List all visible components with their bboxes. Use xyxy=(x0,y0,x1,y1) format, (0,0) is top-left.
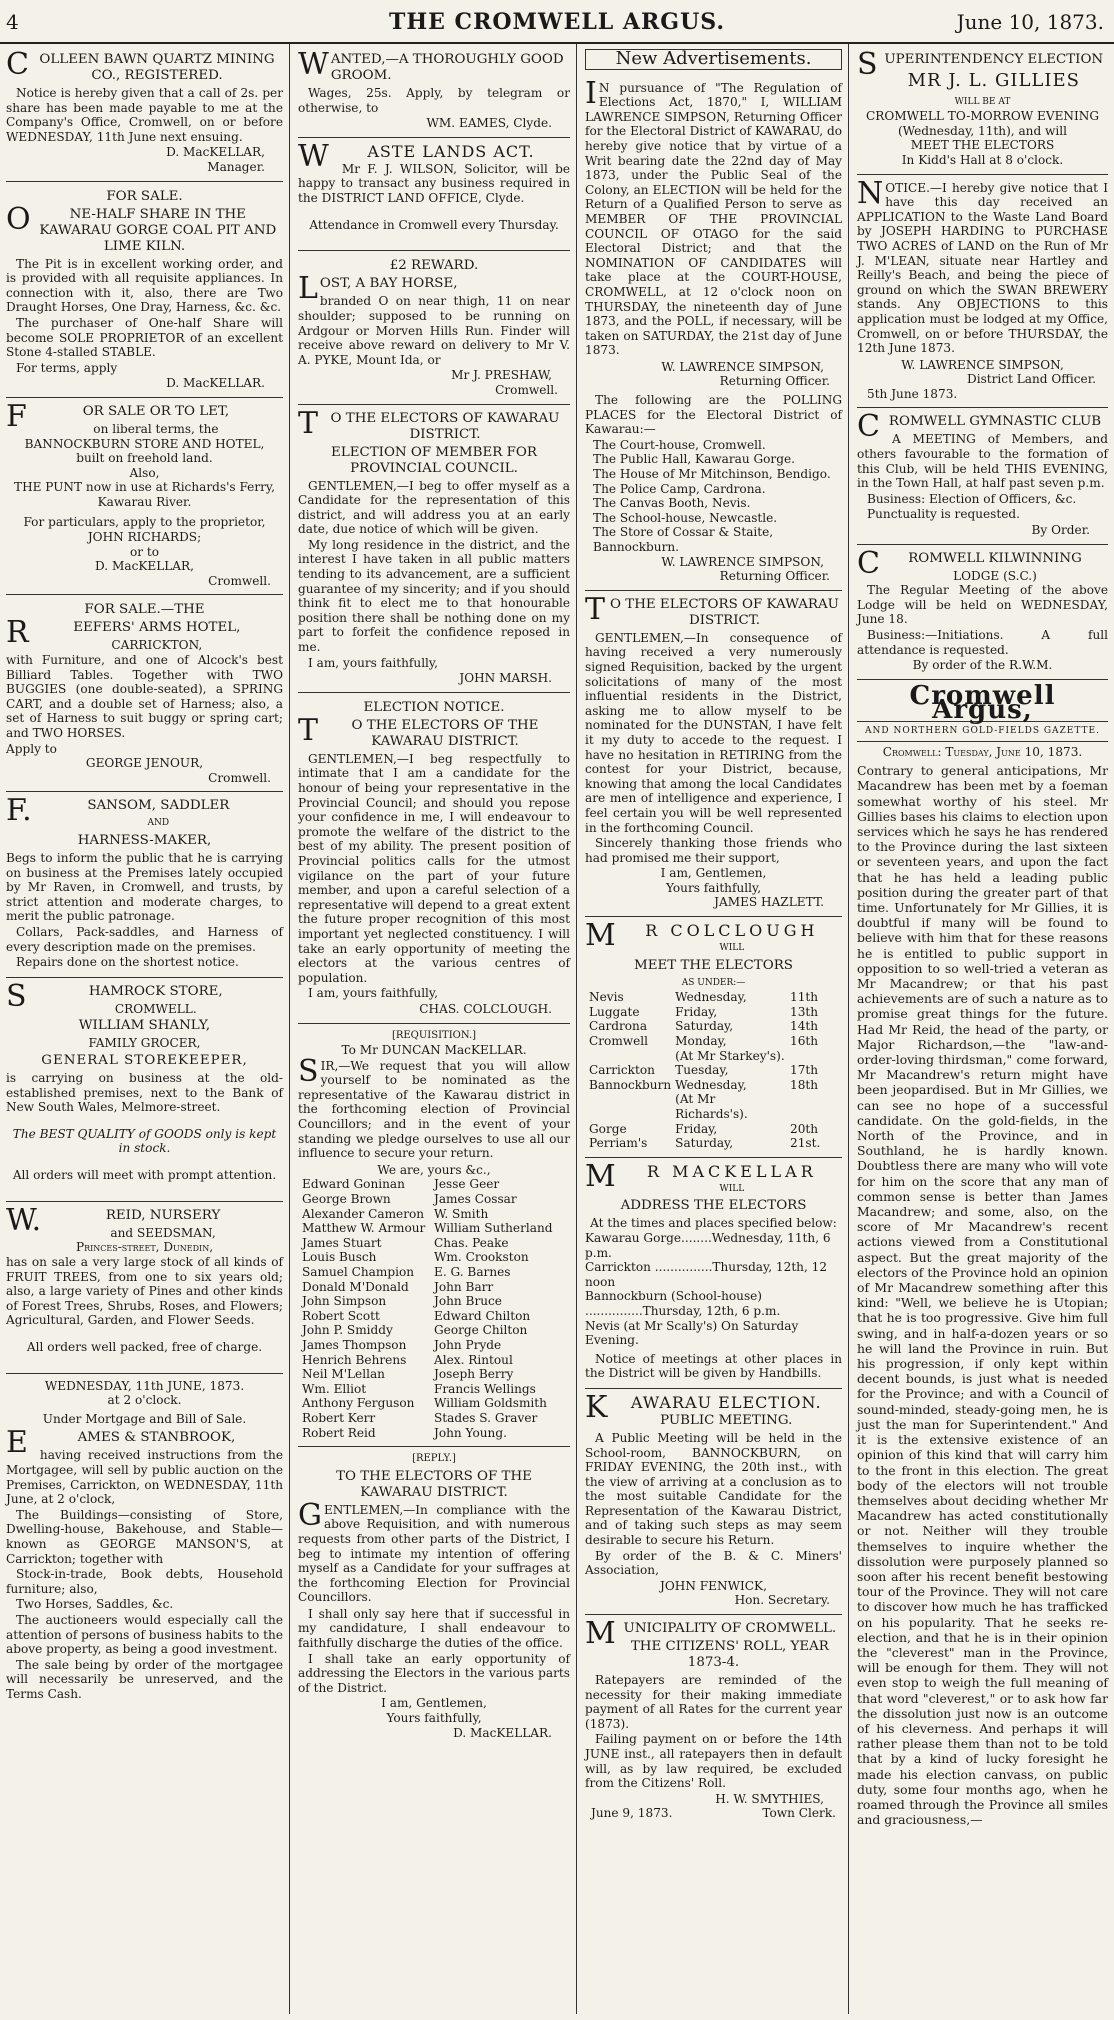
polling-place: The House of Mr Mitchinson, Bendigo. xyxy=(593,467,831,482)
schedule-cell: 16th xyxy=(790,1034,819,1049)
column-4 xyxy=(851,44,1114,2014)
signatory-name: Chas. Peake xyxy=(434,1235,509,1250)
ad-waste-lands xyxy=(298,138,570,252)
ad-body: Wages, 25s. Apply, by telegram or otherwise, to xyxy=(298,86,570,115)
ad-label: [REQUISITION.] xyxy=(391,1029,477,1041)
signatory-name: Neil M'Lellan xyxy=(302,1367,385,1382)
ad-heading: FOR SALE OR TO LET, xyxy=(6,398,230,434)
signatory-list xyxy=(298,1177,570,1440)
ad-reid-nursery xyxy=(6,1202,283,1374)
signatory-name: John Barr xyxy=(434,1279,494,1294)
ad-body: The Regular Meeting of the above Lodge will be held on WEDNESDAY, June 18. xyxy=(857,583,1108,627)
ad-heading: TO THE ELECTORS OF THE KAWARAU DISTRICT. xyxy=(298,712,539,749)
schedule-cell xyxy=(790,1049,838,1064)
meeting-schedule xyxy=(585,1231,842,1348)
signatory-name: E. G. Barnes xyxy=(434,1265,511,1279)
ad-municipality xyxy=(585,1615,842,1827)
ad-heading: CROMWELL KILWINNING xyxy=(857,545,1082,581)
signatory-name: John Young. xyxy=(434,1425,507,1440)
ad-will: WILL xyxy=(719,943,745,954)
ad-election-writ xyxy=(585,75,842,591)
schedule-cell: Wednesday, xyxy=(675,1077,747,1092)
ad-heading: TO THE ELECTORS OF KAWARAU DISTRICT. xyxy=(585,591,839,628)
signatory-name: Robert Scott xyxy=(302,1308,380,1323)
ad-colleen-bawn xyxy=(6,46,283,182)
ad-body: My long residence in the district, and the interest I have taken in all public matters tending to its advancement, are a sufficient guarantee of my sincerity; and if you should think fit to elect me to that honourable position there shall be nothing done on my part to forfeit the confidence reposed in me. xyxy=(298,537,570,655)
signatory-name: Wm. Crookston xyxy=(434,1250,529,1265)
ad-label: £2 REWARD. xyxy=(389,258,479,274)
ad-line: or to xyxy=(129,544,160,559)
schedule-cell: Perriam's xyxy=(589,1136,648,1151)
ad-body: I shall take an early opportunity of addressing the Electors in the various parts of the District. xyxy=(298,1651,570,1695)
ad-label: ELECTION NOTICE. xyxy=(363,699,505,715)
ad-line: THE PUNT now in use at Richards's Ferry, Kawarau River. xyxy=(14,480,275,509)
ad-shamrock-store xyxy=(6,978,283,1202)
polling-place: The School-house, Newcastle. xyxy=(593,510,778,525)
schedule-row: Nevis (at Mr Scally's) On Saturday Evening. xyxy=(585,1318,799,1348)
ad-subheading: LODGE (S.C.) xyxy=(953,568,1037,583)
ad-body: Notice is hereby given that a call of 2s. per share has been made payable to me at the Company's Office, Cromwell, on or before WEDNESDAY, 11th June next ensuing. xyxy=(6,86,283,144)
schedule-cell xyxy=(589,1092,671,1121)
auction-date: WEDNESDAY, 11th JUNE, 1873. xyxy=(44,1378,245,1393)
ad-hazlett xyxy=(585,591,842,917)
schedule-cell: Wednesday, xyxy=(675,990,747,1005)
ad-line: built on freehold land. xyxy=(76,451,213,466)
schedule-cell: Saturday, xyxy=(675,1019,734,1034)
schedule-cell: 18th xyxy=(790,1077,819,1092)
ad-heading: COLLEEN BAWN QUARTZ MINING CO., REGISTERED. xyxy=(6,47,275,83)
ad-signature: By order of the R.W.M. xyxy=(912,658,1053,673)
schedule-cell: Monday, xyxy=(675,1034,727,1049)
ad-signature: CHAS. COLCLOUGH. xyxy=(419,1001,552,1016)
editorial-body: Contrary to general anticipations, Mr Macandrew has been met by a foeman somewhat worthy of his steel. Mr Gillies bases his claims to election upon services which he says he has rendered to the Province during the last sixteen or seventeen years, and upon the fact that he has held a leading public position during the greater part of that time. Unfortunately for Mr Gillies, it is doubtful if many will be found to believe with him that for these reasons he is entitled to public support in opposition to so well-tried a veteran as Mr Macandrew; or that his past achievements are of such a nature as to promise great things for the future. Had Mr Reid, the head of the party, or Major Richardson,—the "law-and-order-loving thirdsman," come forward, Mr Macandrew's return might have been jeopardised. But in Mr Gillies, we can see no hope of a successful candidate. On the gold-fields, in the North of the Province, and in Southland, he is hardly known. Doubtless there are many who will vote for him on the score that any man of common sense is better than James Macandrew; and some, also, on the score of Mr Macandrew's recent actions viewed from a Constitutional aspect. But the great majority of the electors of the Province hold an opinion of Mr Macandrew something after this kind: "Well, we believe he is Utopian; that he is too progressive. Give him full swing, and in half-a-dozen years or so he will land the Province in ruin. But his progression, if only kept within decent bounds, is just what is needed for the Province; and with a Council of sound-minded, steady-going men, he is just the man for Superintendent." And it is the extensive existence of an opinion of this kind that will carry him to the front in this election. The great body of the electors will not trouble themselves about deciding whether Mr Macandrew has acted constitutionally or not. Neither will they trouble themselves to inquire whether the dissolution were purposely planned so soon after his recent benefit bestowing tour of the Province. They will not care to discover how much he has trafficked on his popularity. That he seeks re-election, and that he is in their opinion the "cleverest" man in the Province, will be enough for them. They will not even stop to weigh the full meaning of that word "cleverest," or to ask how far the dissolution just now is an outcome of his cleverness. And perhaps it will rather please them than not to be told that by a kind of lucky foresight he made his election canvass, on public duty, some four months ago, when he roamed through the Province all smiles and graciousness,— xyxy=(857,763,1109,1828)
signatory-name: Matthew W. Armour xyxy=(302,1221,426,1236)
ad-line: CROMWELL TO-MORROW EVENING xyxy=(865,109,1100,124)
ad-mackellar-meetings xyxy=(585,1158,842,1389)
ad-heading: MUNICIPALITY OF CROMWELL. xyxy=(585,1616,837,1652)
schedule-cell: Cromwell xyxy=(589,1034,649,1049)
schedule-cell: 21st. xyxy=(790,1136,821,1151)
ad-signature: W. LAWRENCE SIMPSON, xyxy=(661,359,824,374)
ad-footer xyxy=(585,1806,842,1821)
signatory-name: John P. Smiddy xyxy=(302,1323,393,1338)
polling-place: The Canvas Booth, Nevis. xyxy=(593,496,751,511)
ad-role: Town Clerk. xyxy=(762,1806,836,1821)
ad-body: SIR,—We request that you will allow yourself to be nominated as the representative of the Kawarau district in the forthcoming election of Provincial Councillors; and in the event of your standing we pledge ourselves to use all our influence to secure your return. xyxy=(298,1053,570,1161)
ad-date: 5th June 1873. xyxy=(867,386,958,401)
schedule-cell: Friday, xyxy=(675,1121,718,1136)
ad-subheading: THE CITIZENS' ROLL, YEAR 1873-4. xyxy=(630,1639,829,1671)
schedule-cell: 20th xyxy=(790,1121,819,1136)
ad-signature: D. MacKELLAR, xyxy=(166,145,265,160)
ad-role: District Land Officer. xyxy=(967,372,1096,387)
signatory-name: W. Smith xyxy=(434,1206,489,1221)
signatory-name: James Thompson xyxy=(302,1337,407,1352)
ad-label: FOR SALE.—THE xyxy=(84,602,205,618)
signatory-name: John Pryde xyxy=(434,1337,502,1352)
ad-signature: Mr J. PRESHAW, xyxy=(451,368,552,383)
signatory-name: James Cossar xyxy=(434,1192,517,1207)
schedule-cell: Friday, xyxy=(675,1004,718,1019)
column-3 xyxy=(579,44,849,2014)
editorial xyxy=(857,680,1108,1834)
ad-signature: W. LAWRENCE SIMPSON, xyxy=(661,554,824,569)
ad-heading: LOST, A BAY HORSE, xyxy=(298,271,458,307)
ad-signature: GEORGE JENOUR, xyxy=(85,756,204,771)
signatory-name: Alex. Rintoul xyxy=(434,1352,513,1367)
ad-kilwinning-lodge xyxy=(857,545,1108,680)
ad-body: The Pit is in excellent working order, and is provided with all requisite appliances. In connection with it, also, there are Two Draught Horses, One Dray, Harness, &c. &c. xyxy=(6,256,283,315)
ad-body: GENTLEMEN,—In compliance with the above Requisition, and with numerous requests from other parts of the District, I beg to intimate my intention of offering myself as a Candidate for your suffrages at the forthcoming Election for Provincial Councillors. xyxy=(298,1497,570,1605)
ad-orders: All orders well packed, free of charge. xyxy=(26,1340,263,1354)
schedule-cell: (At Mr Richards's). xyxy=(675,1092,748,1121)
ad-sansom-saddler xyxy=(6,792,283,977)
ad-at: At the times and places specified below: xyxy=(590,1216,837,1231)
signatory-name: Joseph Berry xyxy=(434,1367,514,1382)
schedule-cell: Tuesday, xyxy=(675,1063,729,1078)
ad-role: Returning Officer. xyxy=(719,374,830,389)
ad-body: Ratepayers are reminded of the necessity for their making immediate payment of all Rates for the current year (1873). xyxy=(585,1673,842,1731)
signatory-name: Wm. Elliot xyxy=(302,1381,367,1396)
ad-requisition xyxy=(298,1024,570,1448)
ad-heading: F.SANSOM, SADDLER xyxy=(6,793,230,829)
auction-time: at 2 o'clock. xyxy=(107,1393,182,1408)
ad-body: having received instructions from the Mortgagee, will sell by public auction on the Premises, Carrickton, on WEDNESDAY, 11th June, at 2 o'clock, xyxy=(6,1448,283,1507)
signatory-name: Louis Busch xyxy=(302,1250,377,1265)
ad-signature: D. MacKELLAR. xyxy=(166,376,265,391)
signatory-name: Edward Chilton xyxy=(434,1308,531,1323)
ad-signature: W. LAWRENCE SIMPSON, xyxy=(901,357,1064,372)
ad-body: Sincerely thanking those friends who had promised me their support, xyxy=(585,836,842,865)
schedule-row: Carrickton ...............Thursday, 12th, 12 noon xyxy=(585,1260,828,1289)
ad-place: CARRICKTON, xyxy=(111,638,203,653)
ad-kawarau-election xyxy=(585,1389,842,1615)
signatory-name: Samuel Champion xyxy=(302,1265,415,1279)
ad-line: on liberal terms, the xyxy=(93,421,219,436)
ad-role: Returning Officer. xyxy=(719,569,830,584)
schedule-cell: 13th xyxy=(790,1004,819,1019)
ad-to: To Mr DUNCAN MacKELLAR. xyxy=(341,1043,527,1058)
polling-place: The Court-house, Cromwell. xyxy=(593,437,766,452)
ad-signature: JOHN MARSH. xyxy=(459,671,552,686)
ad-bannockburn-hotel xyxy=(6,398,283,596)
ad-will: WILL xyxy=(719,1183,745,1194)
signatory-name: James Stuart xyxy=(302,1235,382,1250)
ad-colclough-meetings xyxy=(585,917,842,1158)
signatory-name: Alexander Cameron xyxy=(302,1206,425,1221)
ad-signature: D. MacKELLAR. xyxy=(453,1725,552,1740)
schedule-cell: Gorge xyxy=(589,1121,627,1136)
ad-and: AND xyxy=(147,818,170,829)
ad-apply: Apply to xyxy=(6,741,57,756)
ad-place: CROMWELL. xyxy=(114,1001,197,1016)
ad-subheading: PUBLIC MEETING. xyxy=(660,1412,793,1428)
ad-signature: WM. EAMES, Clyde. xyxy=(426,116,552,131)
ad-body: Repairs done on the shortest notice. xyxy=(16,955,239,970)
ad-reward xyxy=(298,251,570,404)
signatory-name: George Brown xyxy=(302,1192,391,1207)
schedule-cell xyxy=(790,1092,838,1121)
polling-place: The Public Hall, Kawarau Gorge. xyxy=(593,452,795,467)
column-2 xyxy=(292,44,577,2014)
ad-body: is carrying on business at the old-established premises, next to the Bank of New South Wales, Melmore-street. xyxy=(6,1070,283,1115)
ad-line: Also, xyxy=(129,465,160,480)
schedule-cell: Carrickton xyxy=(589,1063,655,1078)
ad-close: I am, Gentlemen, xyxy=(381,1696,487,1711)
ad-place: Cromwell. xyxy=(208,770,271,785)
ad-heading: WASTE LANDS ACT. xyxy=(298,138,535,174)
ad-body: IN pursuance of "The Regulation of Elections Act, 1870," I, WILLIAM LAWRENCE SIMPSON, Returning Officer for the Electoral District of KAWARAU, do hereby give notice that by virtue of a Writ bearing date the 22nd day of May 1873, under the Public Seal of the Colony, an ELECTION will be held for the Return of a Qualified Person to serve as MEMBER OF THE PROVINCIAL COUNCIL OF OTAGO for the said Electoral District; and that the NOMINATION OF CANDIDATES will take place at the COURT-HOUSE, CROMWELL, at 12 o'clock noon on THURSDAY, the nineteenth day of June 1873, and the POLL, if necessary, will be taken on SATURDAY, the 21st day of June 1873. xyxy=(585,75,842,358)
ad-order: By order of the B. & C. Miners' Association, xyxy=(585,1548,842,1578)
ad-heading: REEFERS' ARMS HOTEL, xyxy=(6,615,241,651)
schedule-cell: 14th xyxy=(790,1019,819,1034)
schedule-row: Kawarau Gorge........Wednesday, 11th, 6 p.m. xyxy=(585,1230,831,1260)
meeting-schedule xyxy=(585,990,842,1151)
column-1 xyxy=(0,44,290,2014)
ad-close: I am, yours faithfully, xyxy=(308,655,438,670)
signatory-name: William Sutherland xyxy=(434,1221,553,1236)
ad-body: branded O on near thigh, 11 on near shoulder; supposed to be running on Ardgour or Morven Hills Run. Finder will receive above reward on delivery to Mr V. A. PYKE, Mount Ida, or xyxy=(298,294,570,367)
ad-body: has on sale a very large stock of all kinds of FRUIT TREES, from one to six years old; also, a large variety of Pines and other kinds of Forest Trees, Shrubs, Roses, and Flowers; Agricultural, Garden, and Flower Seeds. xyxy=(6,1254,283,1328)
signatory-name: Robert Kerr xyxy=(302,1410,376,1425)
ad-body: with Furniture, and one of Alcock's best Billiard Tables. Together with TWO BUGGIES (one double-seated), a SPRING CART, and a double set of Harness; also, a set of Harness to suit buggy or spring cart; and TWO HORSES. xyxy=(6,653,283,740)
signatory-name: John Bruce xyxy=(434,1294,502,1309)
ad-body: NOTICE.—I hereby give notice that I have this day received an APPLICATION to the Waste Land Board by JOSEPH HARDING to PURCHASE TWO ACRES of LAND on the Run of Mr J. M'LEAN, situate near Hartley and Reilly's Beach, and being the piece of ground on which the SWAN BREWERY stands. Any OBJECTIONS to this application must be lodged at my Office, Cromwell, on or before THURSDAY, the 12th June 1873. xyxy=(857,175,1108,356)
ad-role: Hon. Secretary. xyxy=(734,1593,830,1608)
ad-line: For particulars, apply to the proprietor, xyxy=(23,515,266,530)
ad-body: Business: Election of Officers, &c. xyxy=(867,491,1077,506)
polling-place: The Police Camp, Cardrona. xyxy=(593,481,766,496)
ad-close: I am, yours faithfully, xyxy=(308,986,438,1001)
schedule-cell: 17th xyxy=(790,1063,819,1078)
newspaper-title: THE CROMWELL ARGUS. xyxy=(388,9,726,35)
ad-role: Manager. xyxy=(207,159,265,174)
ad-line: WILL BE AT xyxy=(954,96,1011,107)
ad-gymnastic-club xyxy=(857,408,1108,544)
ad-heading: TO THE ELECTORS OF THE KAWARAU DISTRICT. xyxy=(336,1468,532,1500)
new-advertisements-banner: New Advertisements. xyxy=(585,49,842,70)
polling-place: The Store of Cossar & Staite, Bannockburn. xyxy=(593,525,774,554)
ad-body: For terms, apply xyxy=(16,360,118,375)
ad-body: GENTLEMEN,—I beg to offer myself as a Candidate for the representation of this district, and will address you at an early date, due notice of which will be given. xyxy=(298,478,570,537)
ad-auction xyxy=(6,1374,283,1709)
ad-wanted-groom xyxy=(298,46,570,138)
signatory-name: John Simpson xyxy=(302,1294,387,1309)
masthead xyxy=(0,0,1114,44)
ad-body: The auctioneers would especially call the attention of persons of business habits to the above property, as being a good investment. xyxy=(6,1613,283,1657)
ad-gillies xyxy=(857,46,1108,175)
ad-signature: H. W. SMYTHIES, xyxy=(715,1791,824,1806)
ad-heading: W.REID, NURSERY xyxy=(6,1202,221,1238)
ad-subheading: ADDRESS THE ELECTORS xyxy=(620,1198,807,1214)
ad-subheading: MEET THE ELECTORS xyxy=(634,957,793,973)
ad-body: The Buildings—consisting of Store, Dwelling-house, Bakehouse, and Stable—known as GEORGE MANSON'S, at Carrickton; together with xyxy=(6,1507,283,1566)
ad-line: JOHN RICHARDS; xyxy=(87,530,202,545)
ad-role: FAMILY GROCER, xyxy=(88,1036,201,1051)
ad-body: Stock-in-trade, Book debts, Household furniture; also, xyxy=(6,1567,283,1596)
ad-body: GENTLEMEN,—In consequence of having received a very numerously signed Requisition, backed by the urgent solicitations of many of the most influential residents in the District, asking me to allow myself to be nominated for the DUNSTAN, I have felt it my duty to accede to the request. I have no hesitation in RETIRING from the contest for your District, because, knowing that among the local Candidates are men of intelligence and experience, I feel certain you will be well represented in the forthcoming Council. xyxy=(585,630,842,835)
ad-sub: and SEEDSMAN, xyxy=(110,1225,216,1240)
ad-body: Mr F. J. WILSON, Solicitor, will be happy to transact any business required in the DISTRICT LAND OFFICE, Clyde. xyxy=(298,161,570,205)
ad-body: Punctuality is requested. xyxy=(867,507,1020,522)
signatory-name: Stades S. Graver xyxy=(434,1410,538,1425)
ad-signature: JOHN FENWICK, xyxy=(660,1578,767,1593)
ad-body: The purchaser of One-half Share will become SOLE PROPRIETOR of an excellent Stone 4-stalled STABLE. xyxy=(6,315,283,360)
ad-heading: MR MACKELLAR xyxy=(585,1158,817,1194)
ad-line: MEET THE ELECTORS xyxy=(910,138,1055,153)
schedule-cell: Luggate xyxy=(589,1004,640,1019)
ad-place: Princes-street, Dunedin, xyxy=(75,1240,214,1255)
ad-date: June 9, 1873. xyxy=(591,1806,673,1821)
ad-heading: WANTED,—A THOROUGHLY GOOD GROOM. xyxy=(298,47,564,83)
schedule-cell: Nevis xyxy=(589,990,624,1005)
ad-line: In Kidd's Hall at 8 o'clock. xyxy=(901,152,1064,167)
ad-body: The sale being by order of the mortgagee will necessarily be unreserved, and the Terms Cash. xyxy=(6,1657,283,1701)
ad-quality: The BEST QUALITY of GOODS only is kept in stock. xyxy=(12,1126,277,1156)
ad-heading: SUPERINTENDENCY ELECTION xyxy=(857,47,1104,82)
ad-body: Failing payment on or before the 14th JUNE inst., all ratepayers then in default will, as by law required, be excluded from the Citizens' Roll. xyxy=(585,1732,842,1791)
signatory-name: Edward Goninan xyxy=(302,1177,405,1192)
ad-close: We are, yours &c., xyxy=(377,1162,491,1177)
auction-mortgage: Under Mortgage and Bill of Sale. xyxy=(42,1411,247,1426)
signatory-name: Jesse Geer xyxy=(434,1177,500,1192)
signatory-name: Henrich Behrens xyxy=(302,1352,407,1367)
ad-reply xyxy=(298,1447,570,1746)
ad-line: BANNOCKBURN STORE AND HOTEL, xyxy=(24,436,265,451)
ad-body: Begs to inform the public that he is carrying on business at the Premises lately occupied by Mr Raven, in Cromwell, and trusts, by strict attention and moderate charges, to merit the public patronage. xyxy=(6,850,283,924)
schedule-cell: Bannockburn xyxy=(589,1077,672,1092)
ad-body: I shall only say here that if successful in my candidature, I shall endeavour to faithfully discharge the duties of the office. xyxy=(298,1606,570,1651)
schedule-cell: Cardrona xyxy=(589,1019,648,1034)
ad-body: A Public Meeting will be held in the School-room, BANNOCKBURN, on FRIDAY EVENING, the 20th inst., with the view of arriving at a conclusion as to the most suitable Candidate for the Representation of the Kawarau District, and of taking such steps as may seem desirable to secure his Return. xyxy=(585,1430,842,1548)
ad-heading: KAWARAU ELECTION. xyxy=(585,1389,822,1425)
ad-heading: EAMES & STANBROOK, xyxy=(6,1425,236,1461)
ad-label: FOR SALE. xyxy=(106,188,183,204)
ad-heading: TO THE ELECTORS OF KAWARAU DISTRICT. xyxy=(298,405,560,442)
paper-flag: Cromwell Argus, xyxy=(909,680,1056,726)
ad-heading: CROMWELL GYMNASTIC CLUB xyxy=(857,409,1102,445)
ad-name: MR J. L. GILLIES xyxy=(907,70,1080,91)
ad-role: GENERAL STOREKEEPER, xyxy=(41,1052,248,1068)
signatory-name: Francis Wellings xyxy=(434,1381,536,1396)
ad-close: Yours faithfully, xyxy=(665,880,762,895)
schedule-cell: Saturday, xyxy=(675,1136,734,1151)
ad-body: A MEETING of Members, and others favourable to the formation of this Club, will be held THIS EVENING, in the Town Hall, at half past seven p.m. xyxy=(857,432,1108,491)
schedule-cell: (At Mr Starkey's). xyxy=(675,1048,785,1063)
editorial-date: Cromwell: Tuesday, June 10, 1873. xyxy=(882,744,1083,759)
ad-place: Cromwell. xyxy=(495,382,558,397)
ad-heading: MR COLCLOUGH xyxy=(585,918,819,954)
ad-attendance: Attendance in Cromwell every Thursday. xyxy=(309,217,559,232)
ad-label: [REPLY.] xyxy=(412,1453,456,1465)
ad-signature: JAMES HAZLETT. xyxy=(714,895,824,910)
ad-marsh-electors xyxy=(298,405,570,693)
ad-land-notice xyxy=(857,175,1108,409)
ad-line: (Wednesday, 11th), and will xyxy=(897,123,1068,138)
ad-close: Yours faithfully, xyxy=(386,1711,482,1726)
ad-under: AS UNDER:— xyxy=(681,977,746,988)
ad-subheading: ELECTION OF MEMBER FOR PROVINCIAL COUNCIL. xyxy=(331,444,537,476)
polling-places-list xyxy=(585,438,842,555)
ad-line: Cromwell. xyxy=(208,573,271,588)
schedule-row: Bannockburn (School-house) ...............Thursday, 12th, 6 p.m. xyxy=(585,1289,781,1318)
ad-body: Collars, Pack-saddles, and Harness of every description made on the premises. xyxy=(6,924,283,954)
signatory-name: George Chilton xyxy=(434,1323,528,1338)
ad-signature: By Order. xyxy=(1031,523,1090,538)
ad-body: Two Horses, Saddles, &c. xyxy=(16,1597,174,1612)
ad-heading: SHAMROCK STORE, xyxy=(6,978,223,1014)
page-number: 4 xyxy=(6,10,19,34)
issue-date: June 10, 1873. xyxy=(956,10,1104,34)
signatory-name: Donald M'Donald xyxy=(302,1279,409,1294)
ad-body: GENTLEMEN,—I beg respectfully to intimate that I am a candidate for the honour of being your representative in the Provincial Council; and should you repose your confidence in me, I will endeavour to promote the welfare of the district to the best of my ability. The present position of Provincial politics calls for the utmost vigilance on the part of your future member, and upon a careful selection of a representative will depend to a great extent the future proper recognition of this most important yet neglected constituency. I will take an early opportunity of meeting the electors at the various centres of population. xyxy=(298,751,570,985)
ad-heading-2: HARNESS-MAKER, xyxy=(77,832,212,848)
ad-orders: All orders will meet with prompt attention. xyxy=(12,1168,277,1183)
ad-heading: ONE-HALF SHARE IN THE KAWARAU GORGE COAL PIT AND LIME KILN. xyxy=(6,201,277,254)
paper-subtitle: AND NORTHERN GOLD-FIELDS GAZETTE. xyxy=(857,721,1108,742)
schedule-cell: 11th xyxy=(790,990,819,1005)
schedule-cell xyxy=(589,1049,671,1064)
ad-name: WILLIAM SHANLY, xyxy=(78,1018,211,1034)
ad-coal-pit-sale xyxy=(6,182,283,398)
signatory-name: Robert Reid xyxy=(302,1425,376,1440)
signatory-name: Anthony Ferguson xyxy=(302,1396,415,1411)
ad-close: I am, Gentlemen, xyxy=(660,866,767,881)
ad-polling-intro: The following are the POLLING PLACES for the Electoral District of Kawarau:— xyxy=(585,393,842,437)
ad-line: D. MacKELLAR, xyxy=(95,559,194,574)
ad-colclough-notice xyxy=(298,693,570,1024)
ad-note: Notice of meetings at other places in the District will be given by Handbills. xyxy=(585,1351,842,1381)
ad-reefers-arms xyxy=(6,595,283,792)
signatory-name: William Goldsmith xyxy=(434,1396,547,1411)
ad-body: Business:—Initiations. A full attendance is requested. xyxy=(857,628,1108,657)
